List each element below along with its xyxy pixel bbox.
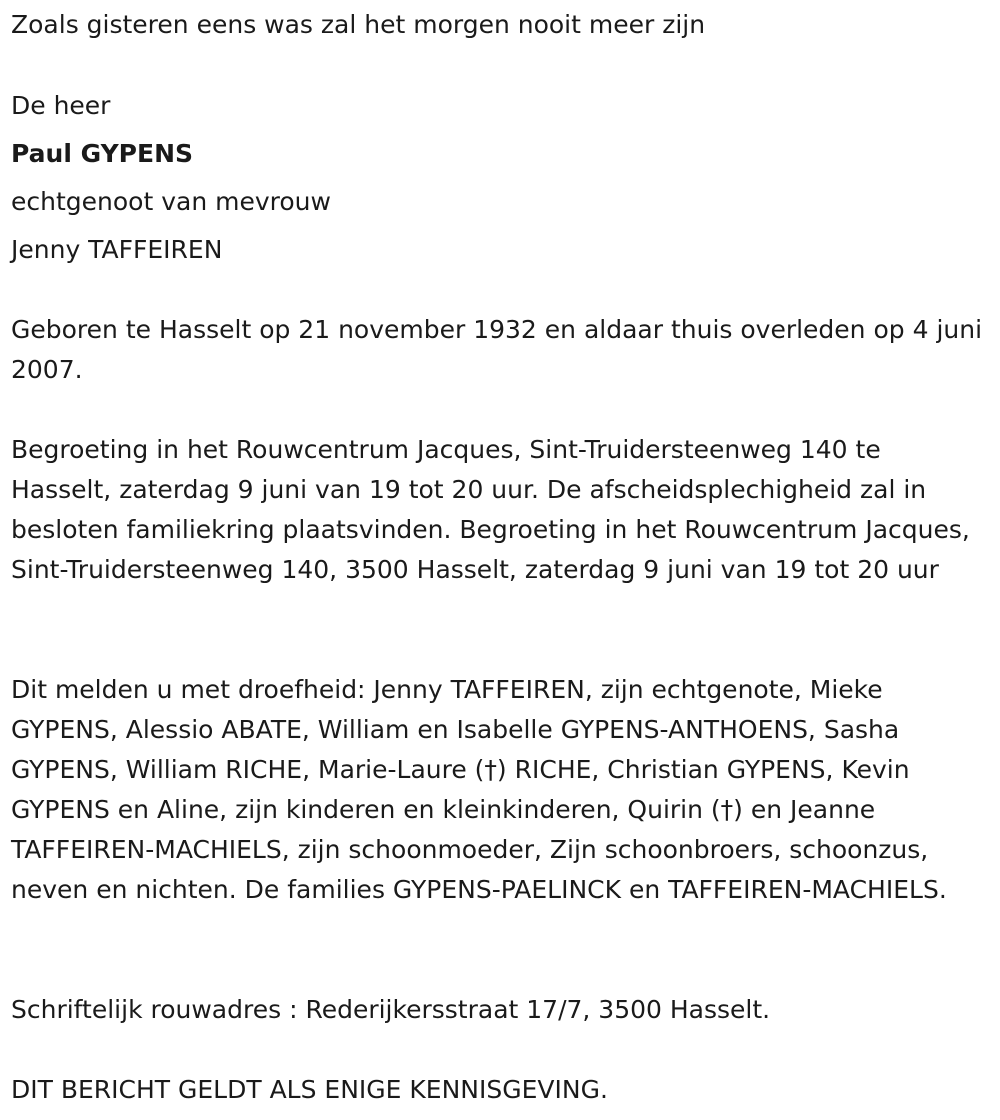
greeting-paragraph: Begroeting in het Rouwcentrum Jacques, Sint-Truidersteenweg 140 te Hasselt, zaterdag 9 juni van 19 tot 20 uur. De afscheidsplechigheid zal in besloten familiekring plaatsvinden. Begroeting in het Rouwcentrum Jacques, Sint-Truidersteenweg 140, 3500 Hasselt, zaterdag 9 juni van 19 tot 20 uur [11, 435, 970, 584]
salutation-text: De heer [11, 91, 111, 120]
spouse-intro-text: echtgenoot van mevrouw [11, 187, 331, 216]
birth-death-paragraph: Geboren te Hasselt op 21 november 1932 en aldaar thuis overleden op 4 juni 2007. [11, 315, 983, 384]
spouse-name: Jenny TAFFEIREN [11, 235, 223, 264]
address-text: Schriftelijk rouwadres : Rederijkersstraat 17/7, 3500 Hasselt. [11, 995, 771, 1024]
notice-text: DIT BERICHT GELDT ALS ENIGE KENNISGEVING. [11, 1075, 608, 1104]
motto-text: Zoals gisteren eens was zal het morgen nooit meer zijn [11, 10, 706, 39]
announcement-paragraph: Dit melden u met droefheid: Jenny TAFFEIREN, zijn echtgenote, Mieke GYPENS, Alessio ABATE, William en Isabelle GYPENS-ANTHOENS, Sasha GYPENS, William RICHE, Marie-Laure (†) RICHE, Christian GYPENS, Kevin GYPENS en Aline, zijn kinderen en kleinkinderen, Quirin (†) en Jeanne TAFFEIREN-MACHIELS, zijn schoonmoeder, Zijn schoonbroers, schoonzus, neven en nichten. De families GYPENS-PAELINCK en TAFFEIREN-MACHIELS. [11, 675, 947, 904]
deceased-name: Paul GYPENS [11, 139, 193, 168]
